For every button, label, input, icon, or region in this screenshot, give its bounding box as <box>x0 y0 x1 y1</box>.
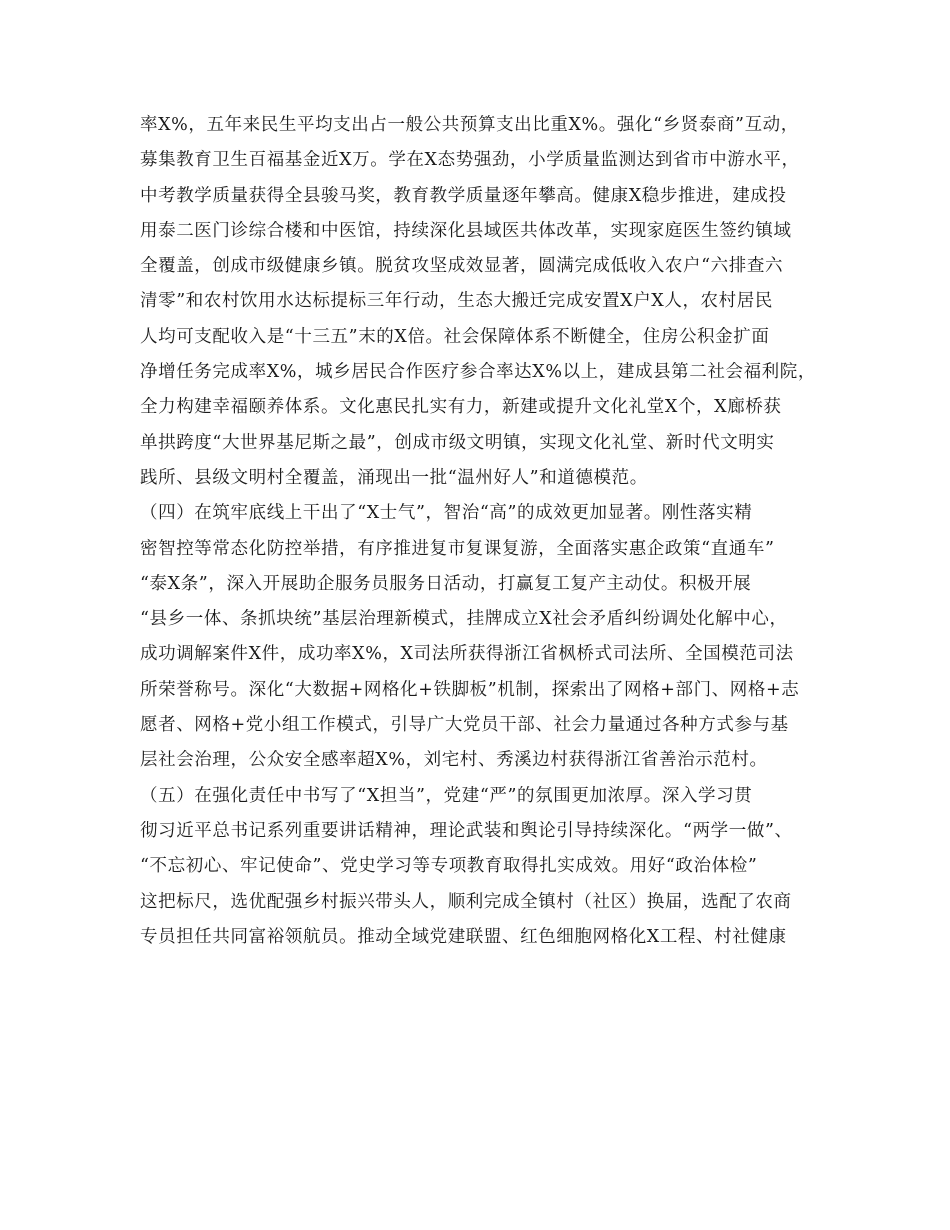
text-line: 人均可支配收入是“十三五”末的X倍。社会保障体系不断健全，住房公积金扩面 <box>140 326 770 347</box>
text-line: 募集教育卫生百福基金近X万。学在X态势强劲，小学质量监测达到省市中游水平， <box>140 150 800 171</box>
text-line: 率X%，五年来民生平均支出占一般公共预算支出比重X%。强化“乡贤泰商”互动， <box>140 115 799 135</box>
text-line: 这把标尺，选优配强乡村振兴带头人，顺利完成全镇村（社区）换届，选配了农商 <box>140 891 792 912</box>
text-line: 清零”和农村饮用水达标提标三年行动，生态大搬迁完成安置X户X人，农村居民 <box>140 291 773 312</box>
text-line: 净增任务完成率X%，城乡居民合作医疗参合率达X%以上，建成县第二社会福利院， <box>140 362 816 383</box>
text-line: 层社会治理，公众安全感率超X%，刘宅村、秀溪边村获得浙江省善治示范村。 <box>140 750 768 771</box>
text-line: “泰X条”，深入开展助企服务员服务日活动，打赢复工复产主动仗。积极开展 <box>140 573 752 594</box>
text-line: 全覆盖，创成市级健康乡镇。脱贫攻坚成效显著，圆满完成低收入农户“六排查六 <box>140 256 784 277</box>
text-line: 单拱跨度“大世界基尼斯之最”，创成市级文明镇，实现文化礼堂、新时代文明实 <box>140 432 775 453</box>
text-line: 用泰二医门诊综合楼和中医馆，持续深化县域医共体改革，实现家庭医生签约镇域 <box>140 220 792 241</box>
text-line: 践所、县级文明村全覆盖，涌现出一批“温州好人”和道德模范。 <box>140 467 648 488</box>
text-line: 全力构建幸福颐养体系。文化惠民扎实有力，新建或提升文化礼堂X个，X廊桥获 <box>140 397 782 418</box>
text-line: 成功调解案件X件，成功率X%，X司法所获得浙江省枫桥式司法所、全国模范司法 <box>140 644 794 665</box>
text-line: “不忘初心、牢记使命”、党史学习等专项教育取得扎实成效。用好“政治体检” <box>140 856 758 877</box>
text-line: 所荣誉称号。深化“大数据+网格化+铁脚板”机制，探索出了网格+部门、网格+志 <box>140 679 800 700</box>
body-text <box>140 108 840 955</box>
section-heading-line: （四）在筑牢底线上干出了“X士气”，智治“高”的成效更加显著。刚性落实精 <box>140 503 753 524</box>
text-line: 密智控等常态化防控举措，有序推进复市复课复游，全面落实惠企政策“直通车” <box>140 538 775 559</box>
text-line: 愿者、网格+党小组工作模式，引导广大党员干部、社会力量通过各种方式参与基 <box>140 715 789 736</box>
text-line: “县乡一体、条抓块统”基层治理新模式，挂牌成立X社会矛盾纠纷调处化解中心， <box>140 609 788 630</box>
section-heading-line: （五）在强化责任中书写了“X担当”，党建“严”的氛围更加浓厚。深入学习贯 <box>140 785 753 806</box>
text-line: 中考教学质量获得全县骏马奖，教育教学质量逐年攀高。健康X稳步推进，建成投 <box>140 185 787 206</box>
text-line: 彻习近平总书记系列重要讲话精神，理论武装和舆论引导持续深化。“两学一做”、 <box>140 820 793 841</box>
text-line: 专员担任共同富裕领航员。推动全域党建联盟、红色细胞网格化X工程、村社健康 <box>140 926 787 947</box>
